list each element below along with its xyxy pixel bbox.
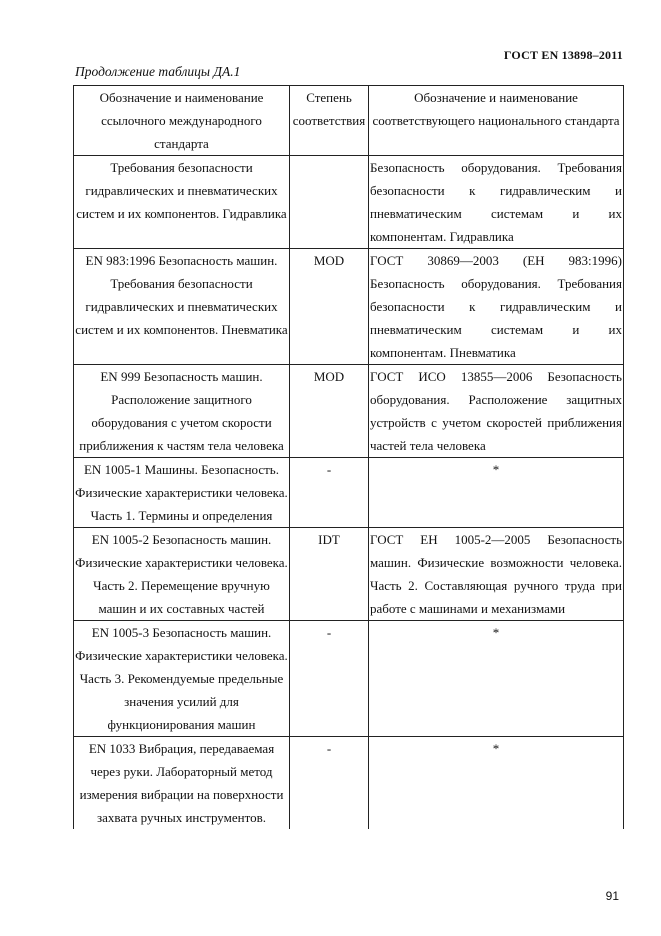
table-caption: Продолжение таблицы ДА.1 bbox=[75, 64, 241, 79]
table-row bbox=[74, 737, 624, 830]
cell-degree: - bbox=[290, 737, 369, 830]
cell-international: EN 1005-1 Машины. Безопасность. Физические характеристики человека. Часть 1. Термины и определения bbox=[74, 458, 290, 528]
page-number: 91 bbox=[605, 889, 619, 903]
cell-degree: IDT bbox=[290, 528, 369, 621]
cell-international: EN 1005-2 Безопасность машин. Физические характеристики человека. Часть 2. Перемещение вручную машин и их составных частей bbox=[74, 528, 290, 621]
cell-national: * bbox=[369, 458, 624, 528]
cell-national: Безопасность оборудования. Требования безопасности к гидравлическим и пневматическим системам и их компонентам. Гидравлика bbox=[369, 156, 624, 249]
cell-degree: - bbox=[290, 458, 369, 528]
cell-degree bbox=[290, 156, 369, 249]
cell-national: ГОСТ 30869—2003 (ЕН 983:1996) Безопасность оборудования. Требования безопасности к гидравлическим и пневматическим системам и их компонентам. Пневматика bbox=[369, 249, 624, 365]
cell-degree: - bbox=[290, 621, 369, 737]
table-row bbox=[74, 249, 624, 365]
table-row bbox=[74, 528, 624, 621]
cell-international: EN 1005-3 Безопасность машин. Физические характеристики человека. Часть 3. Рекомендуемые предельные значения усилий для функционирования машин bbox=[74, 621, 290, 737]
table-row bbox=[74, 156, 624, 249]
table-header-row bbox=[74, 86, 624, 156]
reference-standards-table bbox=[73, 85, 624, 829]
column-header-international: Обозначение и наименование ссылочного международного стандарта bbox=[74, 86, 290, 156]
table-row bbox=[74, 621, 624, 737]
table-row bbox=[74, 365, 624, 458]
cell-international: EN 1033 Вибрация, передаваемая через руки. Лабораторный метод измерения вибрации на поверхности захвата ручных инструментов. bbox=[74, 737, 290, 830]
cell-national: ГОСТ ИСО 13855—2006 Безопасность оборудования. Расположение защитных устройств с учетом скоростей приближения частей тела человека bbox=[369, 365, 624, 458]
cell-international: EN 999 Безопасность машин. Расположение защитного оборудования с учетом скорости приближения к частям тела человека bbox=[74, 365, 290, 458]
cell-national: * bbox=[369, 621, 624, 737]
document-code: ГОСТ EN 13898–2011 bbox=[503, 48, 623, 62]
table-row bbox=[74, 458, 624, 528]
cell-national: ГОСТ ЕН 1005-2—2005 Безопасность машин. Физические возможности человека. Часть 2. Составляющая ручного труда при работе с машинами и механизмами bbox=[369, 528, 624, 621]
cell-national: * bbox=[369, 737, 624, 830]
cell-international: Требования безопасности гидравлических и пневматических систем и их компонентов. Гидравлика bbox=[74, 156, 290, 249]
cell-degree: MOD bbox=[290, 249, 369, 365]
cell-international: EN 983:1996 Безопасность машин. Требования безопасности гидравлических и пневматических систем и их компонентов. Пневматика bbox=[74, 249, 290, 365]
column-header-degree: Степень соответствия bbox=[290, 86, 369, 156]
column-header-national: Обозначение и наименование соответствующего национального стандарта bbox=[369, 86, 624, 156]
cell-degree: MOD bbox=[290, 365, 369, 458]
